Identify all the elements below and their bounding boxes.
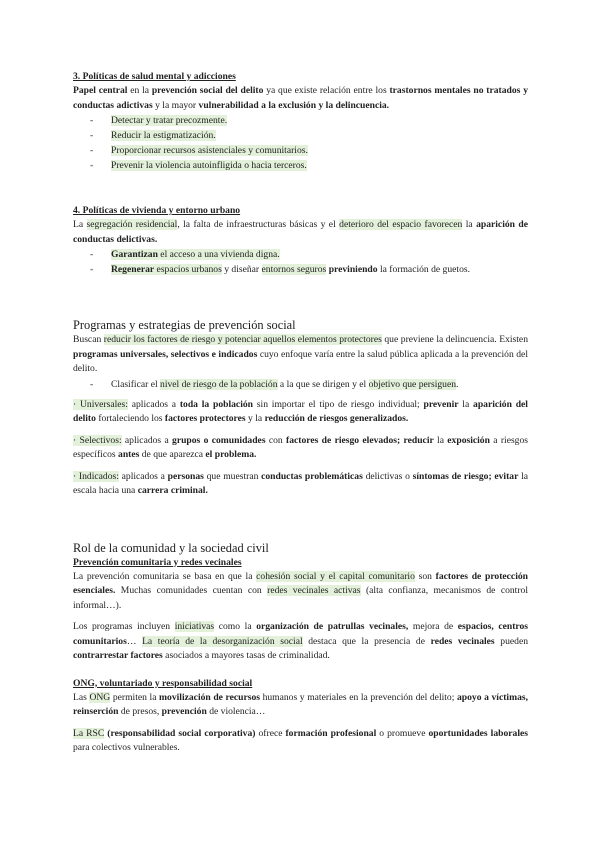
section-4-heading: 4. Políticas de vivienda y entorno urbano [73,205,241,216]
section-4-list [73,247,528,277]
rol-paragraph-1: La prevención comunitaria se basa en que la cohesión social y el capital comunitario son factores de protección esenciales. Muchas comunidades cuentan con redes vecinales activas (alta confianza, mecanismos de control informal…). [73,570,529,611]
section-3-paragraph: Papel central en la prevención social del delito ya que existe relación entre los trastornos mentales no tratados y conductas adictivas y la mayor vulnerabilidad a la exclusión y la delincuencia. [73,85,528,111]
section-3-heading: 3. Políticas de salud mental y adicciones [73,71,236,82]
programas-heading: Programas y estrategias de prevención social [73,318,296,332]
list-item: - Garantizan el acceso a una vivienda digna. [90,249,280,260]
rol-heading: Rol de la comunidad y la sociedad civil [73,540,269,555]
rol-paragraph-2: Los programas incluyen iniciativas como la organización de patrullas vecinales, mejora de espacios, centros comunitarios… La teoría de la desorganización social destaca que la presencia de redes vecinales pueden contrarrestar factores asociados a mayores tasas de criminalidad. [73,621,528,661]
universales-paragraph: · Universales: aplicados a toda la población sin importar el tipo de riesgo individual; prevenir la aparición del delito fortaleciendo los factores protectores y la reducción de riesgos generalizados. [73,398,528,424]
rol-paragraph-3: Las ONG permiten la movilización de recursos humanos y materiales en la prevención del delito; apoyo a víctimas, reinserción de presos, prevención de violencia… [73,691,529,717]
list-item: - Clasificar el nivel de riesgo de la población a la que se dirigen y el objetivo que persiguen. [90,378,459,390]
list-item: - Detectar y tratar precozmente. [90,115,228,126]
programas-list [73,377,528,392]
programas-paragraph: Buscan reducir los factores de riesgo y potenciar aquellos elementos protectores que previene la delincuencia. Existen programas universales, selectivos e indicados cuyo enfoque varía entre la salud pública aplicada a la prevención del delito. [73,334,528,374]
indicados-paragraph: · Indicados: aplicados a personas que muestran conductas problemáticas delictivas o síntomas de riesgo; evitar la escala hacia una carrera criminal. [73,470,529,496]
selectivos-paragraph: · Selectivos: aplicados a grupos o comunidades con factores de riesgo elevados; reducir la exposición a riesgos específicos antes de que aparezca el problema. [73,434,529,460]
section-3-list [73,113,528,173]
rol-subheading-2: ONG, voluntariado y responsabilidad social [73,677,253,689]
list-item: - Regenerar espacios urbanos y diseñar entornos seguros previniendo la formación de guetos. [90,264,471,275]
list-item: - Reducir la estigmatización. [90,130,216,141]
rol-paragraph-4: La RSC (responsabilidad social corporativa) ofrece formación profesional o promueve oportunidades laborales para colectivos vulnerables. [73,727,528,753]
list-item: - Proporcionar recursos asistenciales y comunitarios. [90,145,308,156]
list-item: - Prevenir la violencia autoinfligida o hacia terceros. [90,160,307,171]
section-4-paragraph: La segregación residencial, la falta de infraestructuras básicas y el deterioro del espacio favorecen la aparición de conductas delictivas. [73,219,528,245]
document-page [73,70,528,756]
rol-subheading-1: Prevención comunitaria y redes vecinales [73,556,242,568]
